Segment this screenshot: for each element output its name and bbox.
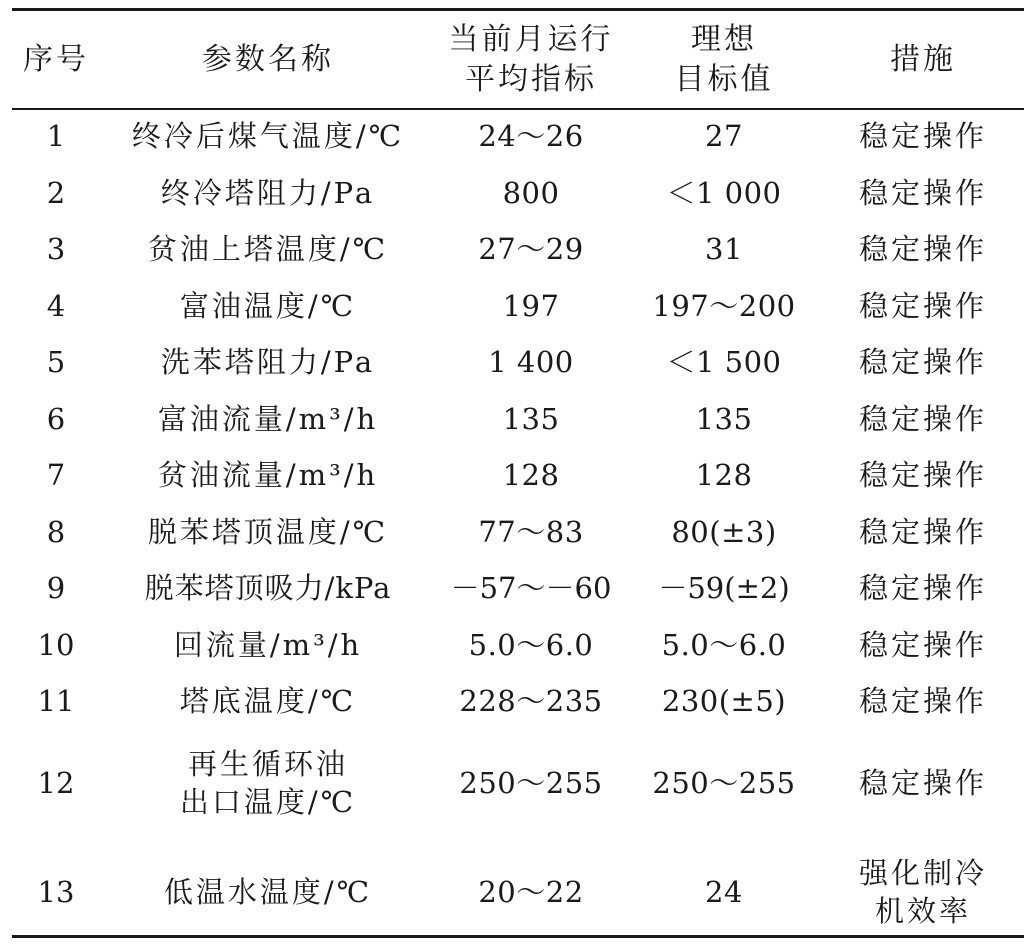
header-current (436, 11, 626, 108)
cell-no: 2 (46, 175, 66, 210)
cell-ideal: ＜1 000 (666, 175, 782, 210)
cell-no: 13 (37, 874, 75, 909)
cell-ideal: 230(±5) (661, 684, 787, 719)
cell-name: 终冷后煤气温度/℃ (131, 119, 405, 154)
header-current-line1: 当前月运行 (448, 21, 614, 57)
cell-current: 27～29 (478, 232, 584, 267)
cell-ideal: 128 (695, 458, 753, 493)
cell-no: 6 (46, 401, 66, 436)
cell-name: 塔底温度/℃ (179, 684, 357, 719)
cell-name: 贫油流量/m³/h (157, 458, 379, 493)
cell-no: 11 (37, 684, 75, 719)
header-ideal-line1: 理想 (691, 21, 757, 57)
header-ideal (626, 11, 822, 108)
table-row (12, 730, 1024, 837)
cell-no: 7 (46, 458, 66, 493)
cell-current: 128 (502, 458, 560, 493)
table-header-row (12, 11, 1024, 108)
cell-action: 稳定操作 (858, 627, 987, 662)
cell-ideal: 135 (695, 401, 753, 436)
table-row (12, 278, 1024, 335)
table-row (12, 504, 1024, 561)
cell-no: 9 (46, 571, 66, 606)
cell-action: 稳定操作 (858, 766, 987, 800)
cell-action: 稳定操作 (858, 232, 987, 267)
cell-ideal: 197～200 (652, 288, 796, 323)
cell-current: 1 400 (488, 345, 574, 380)
cell-action-line1: 强化制冷 (858, 855, 987, 890)
cell-ideal: 80(±3) (671, 514, 777, 549)
cell-current: －57～－60 (450, 571, 612, 606)
parameter-table (12, 11, 1024, 947)
cell-no: 10 (37, 627, 75, 662)
cell-name: 贫油上塔温度/℃ (147, 232, 389, 267)
cell-action: 稳定操作 (858, 401, 987, 436)
cell-name: 低温水温度/℃ (163, 874, 373, 909)
cell-ideal: 5.0～6.0 (661, 627, 787, 662)
cell-no: 4 (46, 288, 66, 323)
cell-action: 稳定操作 (858, 119, 987, 154)
table-row (12, 560, 1024, 617)
cell-current: 197 (502, 288, 560, 323)
header-no: 序号 (23, 41, 89, 77)
cell-action: 稳定操作 (858, 514, 987, 549)
cell-name: 洗苯塔阻力/Pa (160, 345, 376, 380)
cell-name: 回流量/m³/h (173, 627, 363, 662)
table-row (12, 391, 1024, 448)
cell-name: 富油流量/m³/h (157, 401, 379, 436)
cell-action (822, 837, 1024, 947)
cell-no: 1 (46, 119, 66, 154)
cell-current: 135 (502, 401, 560, 436)
header-name: 参数名称 (202, 41, 334, 77)
table-row (12, 221, 1024, 278)
cell-name: 终冷塔阻力/Pa (160, 175, 376, 210)
cell-name: 脱苯塔顶温度/℃ (147, 514, 389, 549)
cell-action: 稳定操作 (858, 345, 987, 380)
cell-current: 250～255 (459, 766, 603, 800)
cell-ideal: 250～255 (652, 766, 796, 800)
cell-no: 8 (46, 514, 66, 549)
cell-current: 228～235 (459, 684, 603, 719)
cell-current: 5.0～6.0 (468, 627, 594, 662)
cell-action-line2: 机效率 (874, 893, 971, 928)
table-row (12, 108, 1024, 165)
cell-current: 20～22 (478, 874, 584, 909)
cell-no: 3 (46, 232, 66, 267)
table-row (12, 165, 1024, 222)
header-current-line2: 平均指标 (465, 61, 597, 97)
cell-ideal: ＜1 500 (666, 345, 782, 380)
header-action: 措施 (890, 41, 956, 77)
cell-action: 稳定操作 (858, 288, 987, 323)
cell-no: 5 (46, 345, 66, 380)
cell-name-line1: 再生循环油 (187, 747, 348, 781)
cell-name (100, 730, 436, 837)
table-row (12, 673, 1024, 730)
table-row (12, 447, 1024, 504)
cell-current: 77～83 (478, 514, 584, 549)
cell-ideal: －59(±2) (658, 571, 790, 606)
cell-action: 稳定操作 (858, 175, 987, 210)
cell-action: 稳定操作 (858, 458, 987, 493)
cell-current: 800 (502, 175, 560, 210)
header-ideal-line2: 目标值 (674, 61, 774, 97)
cell-no: 12 (37, 766, 75, 800)
cell-name-line2: 出口温度/℃ (179, 785, 357, 819)
table-row (12, 334, 1024, 391)
cell-ideal: 31 (705, 232, 743, 267)
cell-current: 24～26 (478, 119, 584, 154)
table-row (12, 837, 1024, 947)
cell-name: 富油温度/℃ (179, 288, 357, 323)
cell-ideal: 24 (705, 874, 743, 909)
cell-action: 稳定操作 (858, 571, 987, 606)
cell-ideal: 27 (705, 119, 743, 154)
cell-action: 稳定操作 (858, 684, 987, 719)
cell-name: 脱苯塔顶吸力/kPa (144, 571, 392, 606)
table-row (12, 617, 1024, 674)
